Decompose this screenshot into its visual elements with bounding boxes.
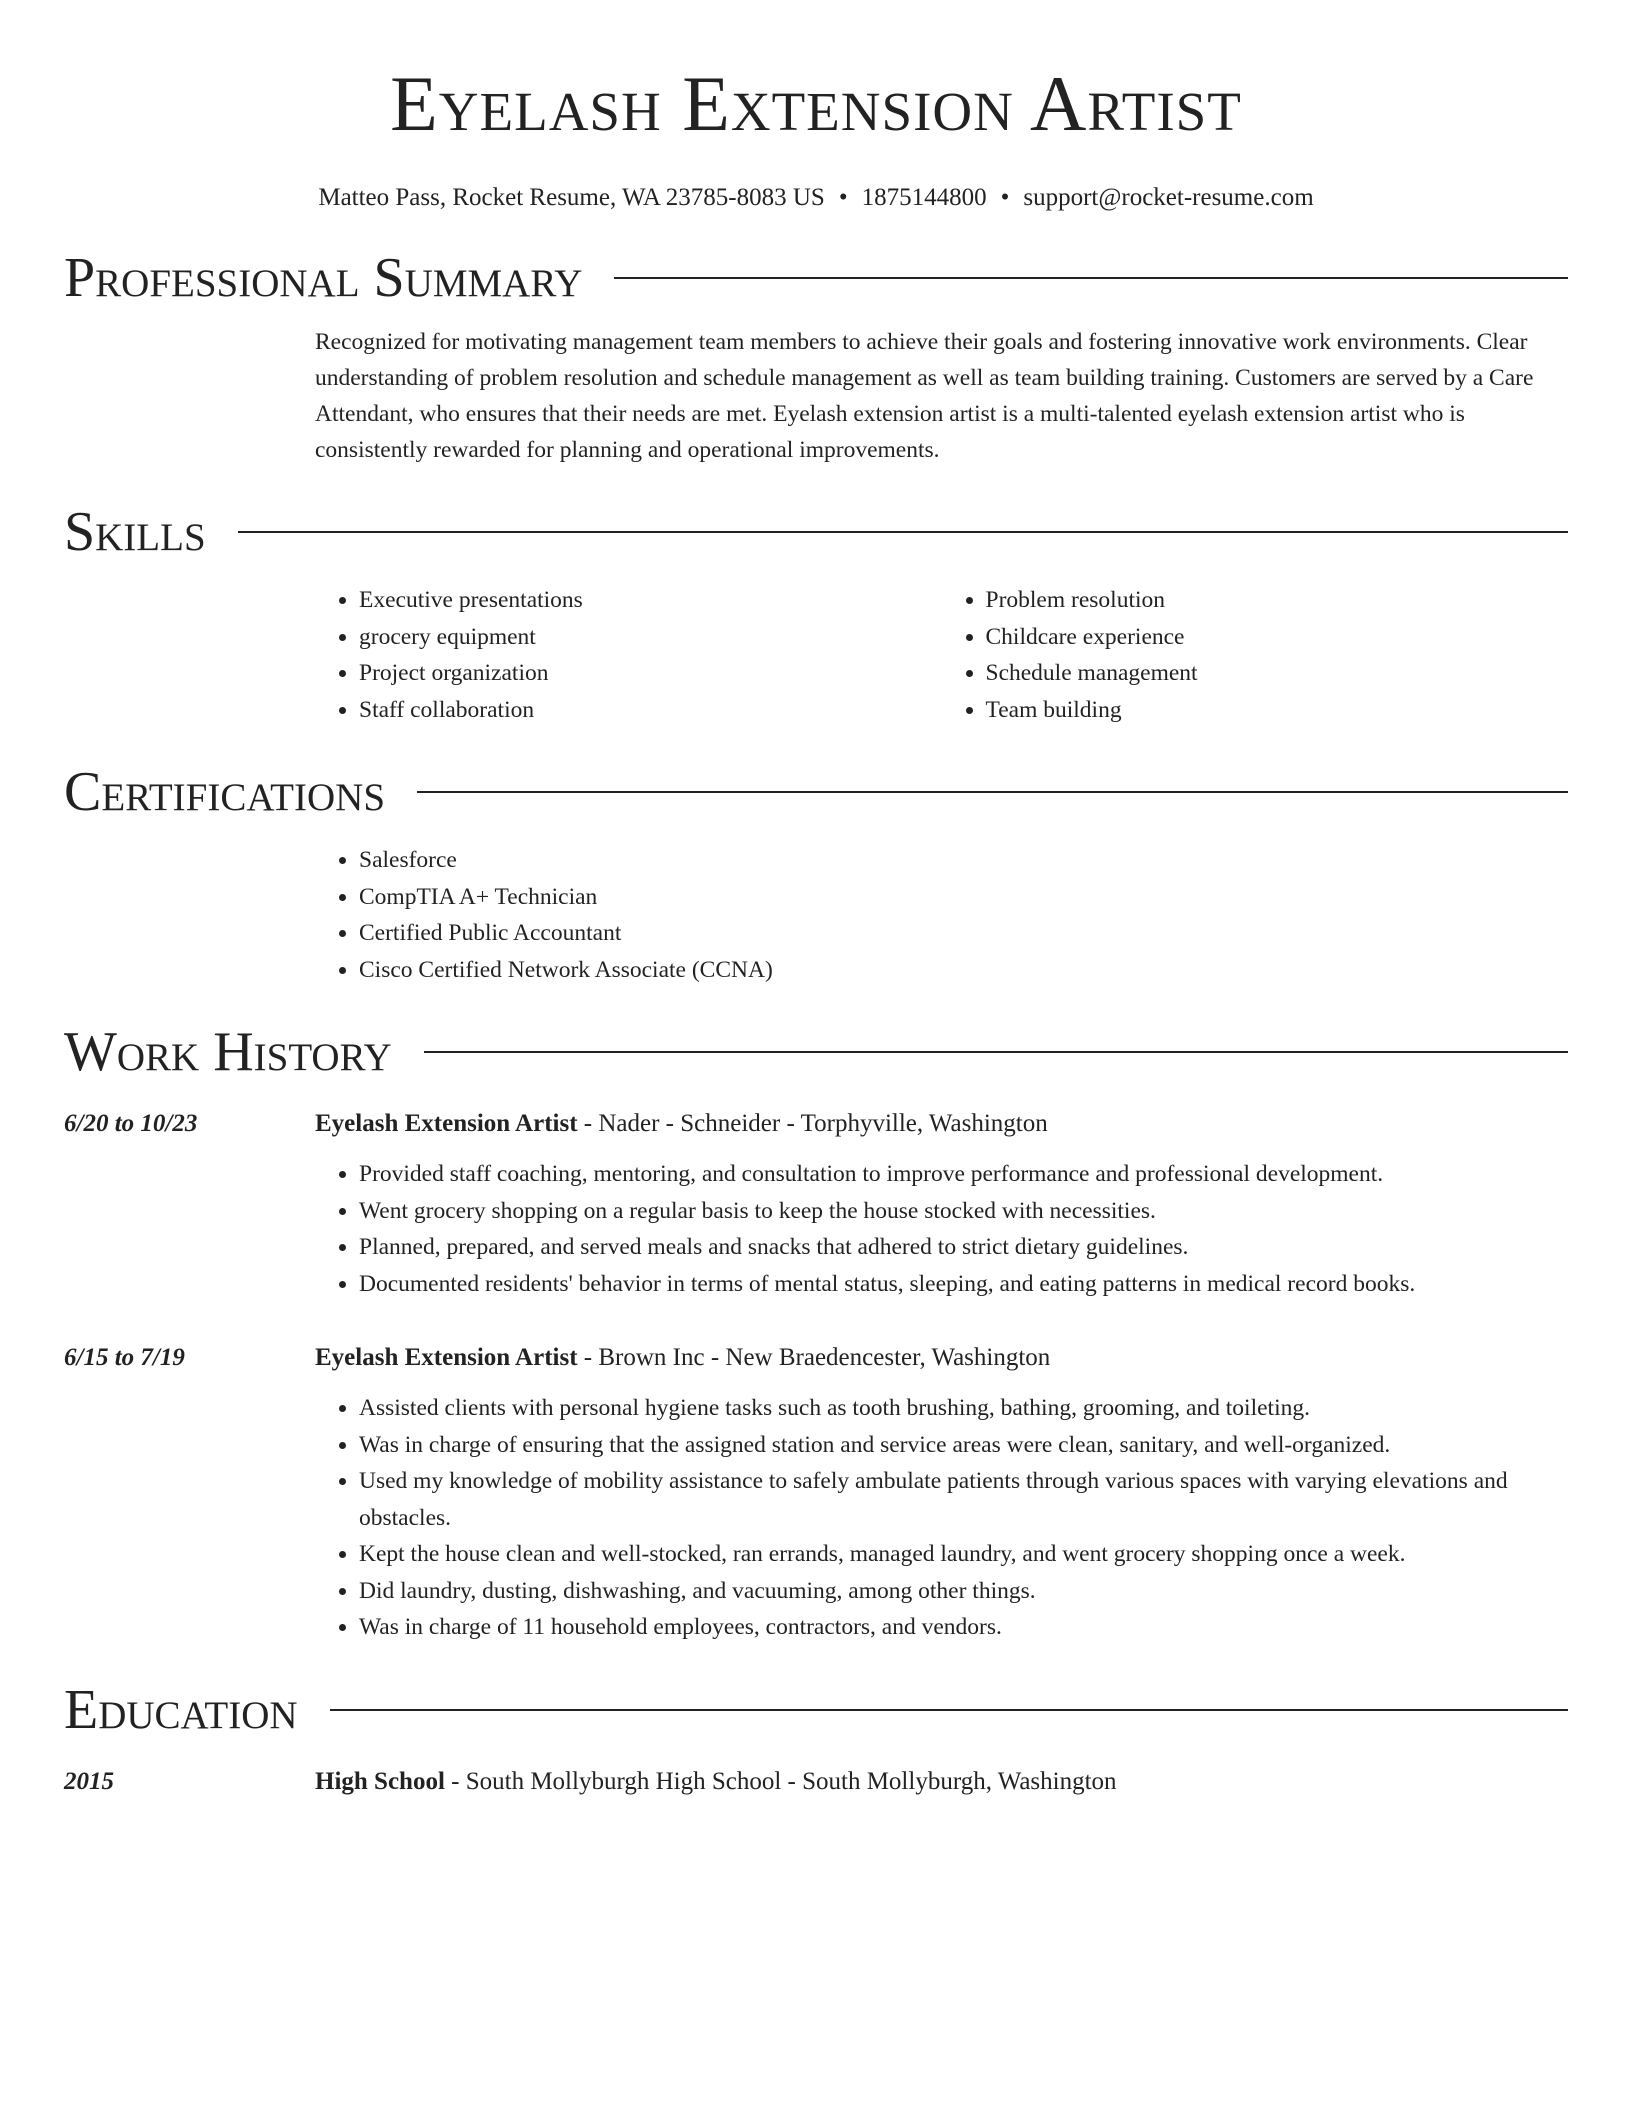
skills-list <box>315 582 1568 728</box>
skill-item: • Project organization <box>359 655 942 692</box>
job-bullet: • Kept the house clean and well-stocked, ran errands, managed laundry, and went grocery shopping once a week. <box>359 1536 1568 1573</box>
section-divider <box>238 531 1568 533</box>
job-header <box>64 1106 1568 1142</box>
education-heading-line <box>315 1764 1117 1800</box>
skill-item: • Problem resolution <box>986 582 1569 619</box>
certifications-list <box>315 842 1568 988</box>
education-degree: High School <box>315 1767 445 1795</box>
skills-column-right <box>942 582 1569 728</box>
certification-item: • Cisco Certified Network Associate (CCNA) <box>359 952 1568 989</box>
skills-heading: Skills <box>64 501 206 563</box>
summary-heading: Professional Summary <box>64 247 583 309</box>
job-bullet: • Was in charge of 11 household employees, contractors, and vendors. <box>359 1609 1568 1646</box>
skill-item: • Team building <box>986 692 1569 729</box>
job-bullet: • Assisted clients with personal hygiene tasks such as tooth brushing, bathing, grooming, and toileting. <box>359 1390 1568 1427</box>
section-divider <box>330 1709 1568 1711</box>
job-title: Eyelash Extension Artist <box>315 1344 578 1371</box>
job-dates: 6/20 to 10/23 <box>64 1110 198 1137</box>
job-bullet: • Used my knowledge of mobility assistance to safely ambulate patients through various spaces with varying elevations and obstacles. <box>359 1463 1568 1536</box>
education-entry <box>64 1764 1568 1800</box>
skills-section-header <box>64 496 1568 568</box>
education-school: - South Mollyburgh High School - South Mollyburgh, Washington <box>444 1767 1117 1795</box>
work-heading: Work History <box>64 1021 392 1083</box>
skill-item: • Staff collaboration <box>359 692 942 729</box>
job-bullet: • Documented residents' behavior in terms of mental status, sleeping, and eating patterns in medical record books. <box>359 1266 1568 1303</box>
certifications-heading: Certifications <box>64 761 386 823</box>
skill-item: • Childcare experience <box>986 619 1569 656</box>
job-bullet: • Provided staff coaching, mentoring, and consultation to improve performance and professional development. <box>359 1156 1568 1193</box>
skill-item: • Executive presentations <box>359 582 942 619</box>
job-employer: - Nader - Schneider - Torphyville, Washington <box>577 1110 1048 1137</box>
contact-phone: 1875144800 <box>861 184 987 211</box>
contact-separator: • <box>1000 184 1010 211</box>
skills-column-left <box>315 582 942 728</box>
job-bullet: • Did laundry, dusting, dishwashing, and vacuuming, among other things. <box>359 1573 1568 1610</box>
certification-item: • CompTIA A+ Technician <box>359 879 1568 916</box>
job-bullet: • Planned, prepared, and served meals and snacks that adhered to strict dietary guidelines. <box>359 1229 1568 1266</box>
job-heading <box>315 1106 1048 1142</box>
job-bullets <box>315 1156 1568 1302</box>
contact-email: support@rocket-resume.com <box>1023 184 1314 211</box>
job-dates: 6/15 to 7/19 <box>64 1344 185 1371</box>
certifications-section-header <box>64 756 1568 828</box>
job-employer: - Brown Inc - New Braedencester, Washington <box>577 1344 1051 1371</box>
section-divider <box>424 1051 1568 1053</box>
certifications-bullets <box>315 842 1568 988</box>
resume-title: Eyelash Extension Artist <box>390 60 1242 147</box>
section-divider <box>417 791 1568 793</box>
skill-item: • Schedule management <box>986 655 1569 692</box>
certification-item: • Salesforce <box>359 842 1568 879</box>
education-section-header <box>64 1674 1568 1746</box>
job-title: Eyelash Extension Artist <box>315 1110 578 1137</box>
summary-section-header <box>64 242 1568 314</box>
education-heading: Education <box>64 1678 298 1741</box>
job-entry <box>64 1340 1568 1646</box>
skill-item: • grocery equipment <box>359 619 942 656</box>
section-divider <box>614 277 1568 279</box>
job-bullet: • Was in charge of ensuring that the assigned station and service areas were clean, sanitary, and well-organized. <box>359 1427 1568 1464</box>
job-heading <box>315 1340 1050 1376</box>
job-bullet: • Went grocery shopping on a regular basis to keep the house stocked with necessities. <box>359 1193 1568 1230</box>
job-entry <box>64 1106 1568 1302</box>
job-header <box>64 1340 1568 1376</box>
summary-text: Recognized for motivating management team members to achieve their goals and fostering innovative work environments. Clear understanding of problem resolution and schedule management as well as team building training. Customers are served by a Care Attendant, who ensures that their needs are met. Eyelash extension artist is a multi-talented eyelash extension artist who is consistently rewarded for planning and operational improvements. <box>315 329 1534 463</box>
contact-line <box>64 182 1568 214</box>
job-bullets <box>315 1390 1568 1646</box>
education-year: 2015 <box>64 1767 114 1795</box>
certification-item: • Certified Public Accountant <box>359 915 1568 952</box>
contact-separator: • <box>838 184 848 211</box>
contact-address: Matteo Pass, Rocket Resume, WA 23785-8083 US <box>318 184 825 211</box>
work-section-header <box>64 1016 1568 1088</box>
